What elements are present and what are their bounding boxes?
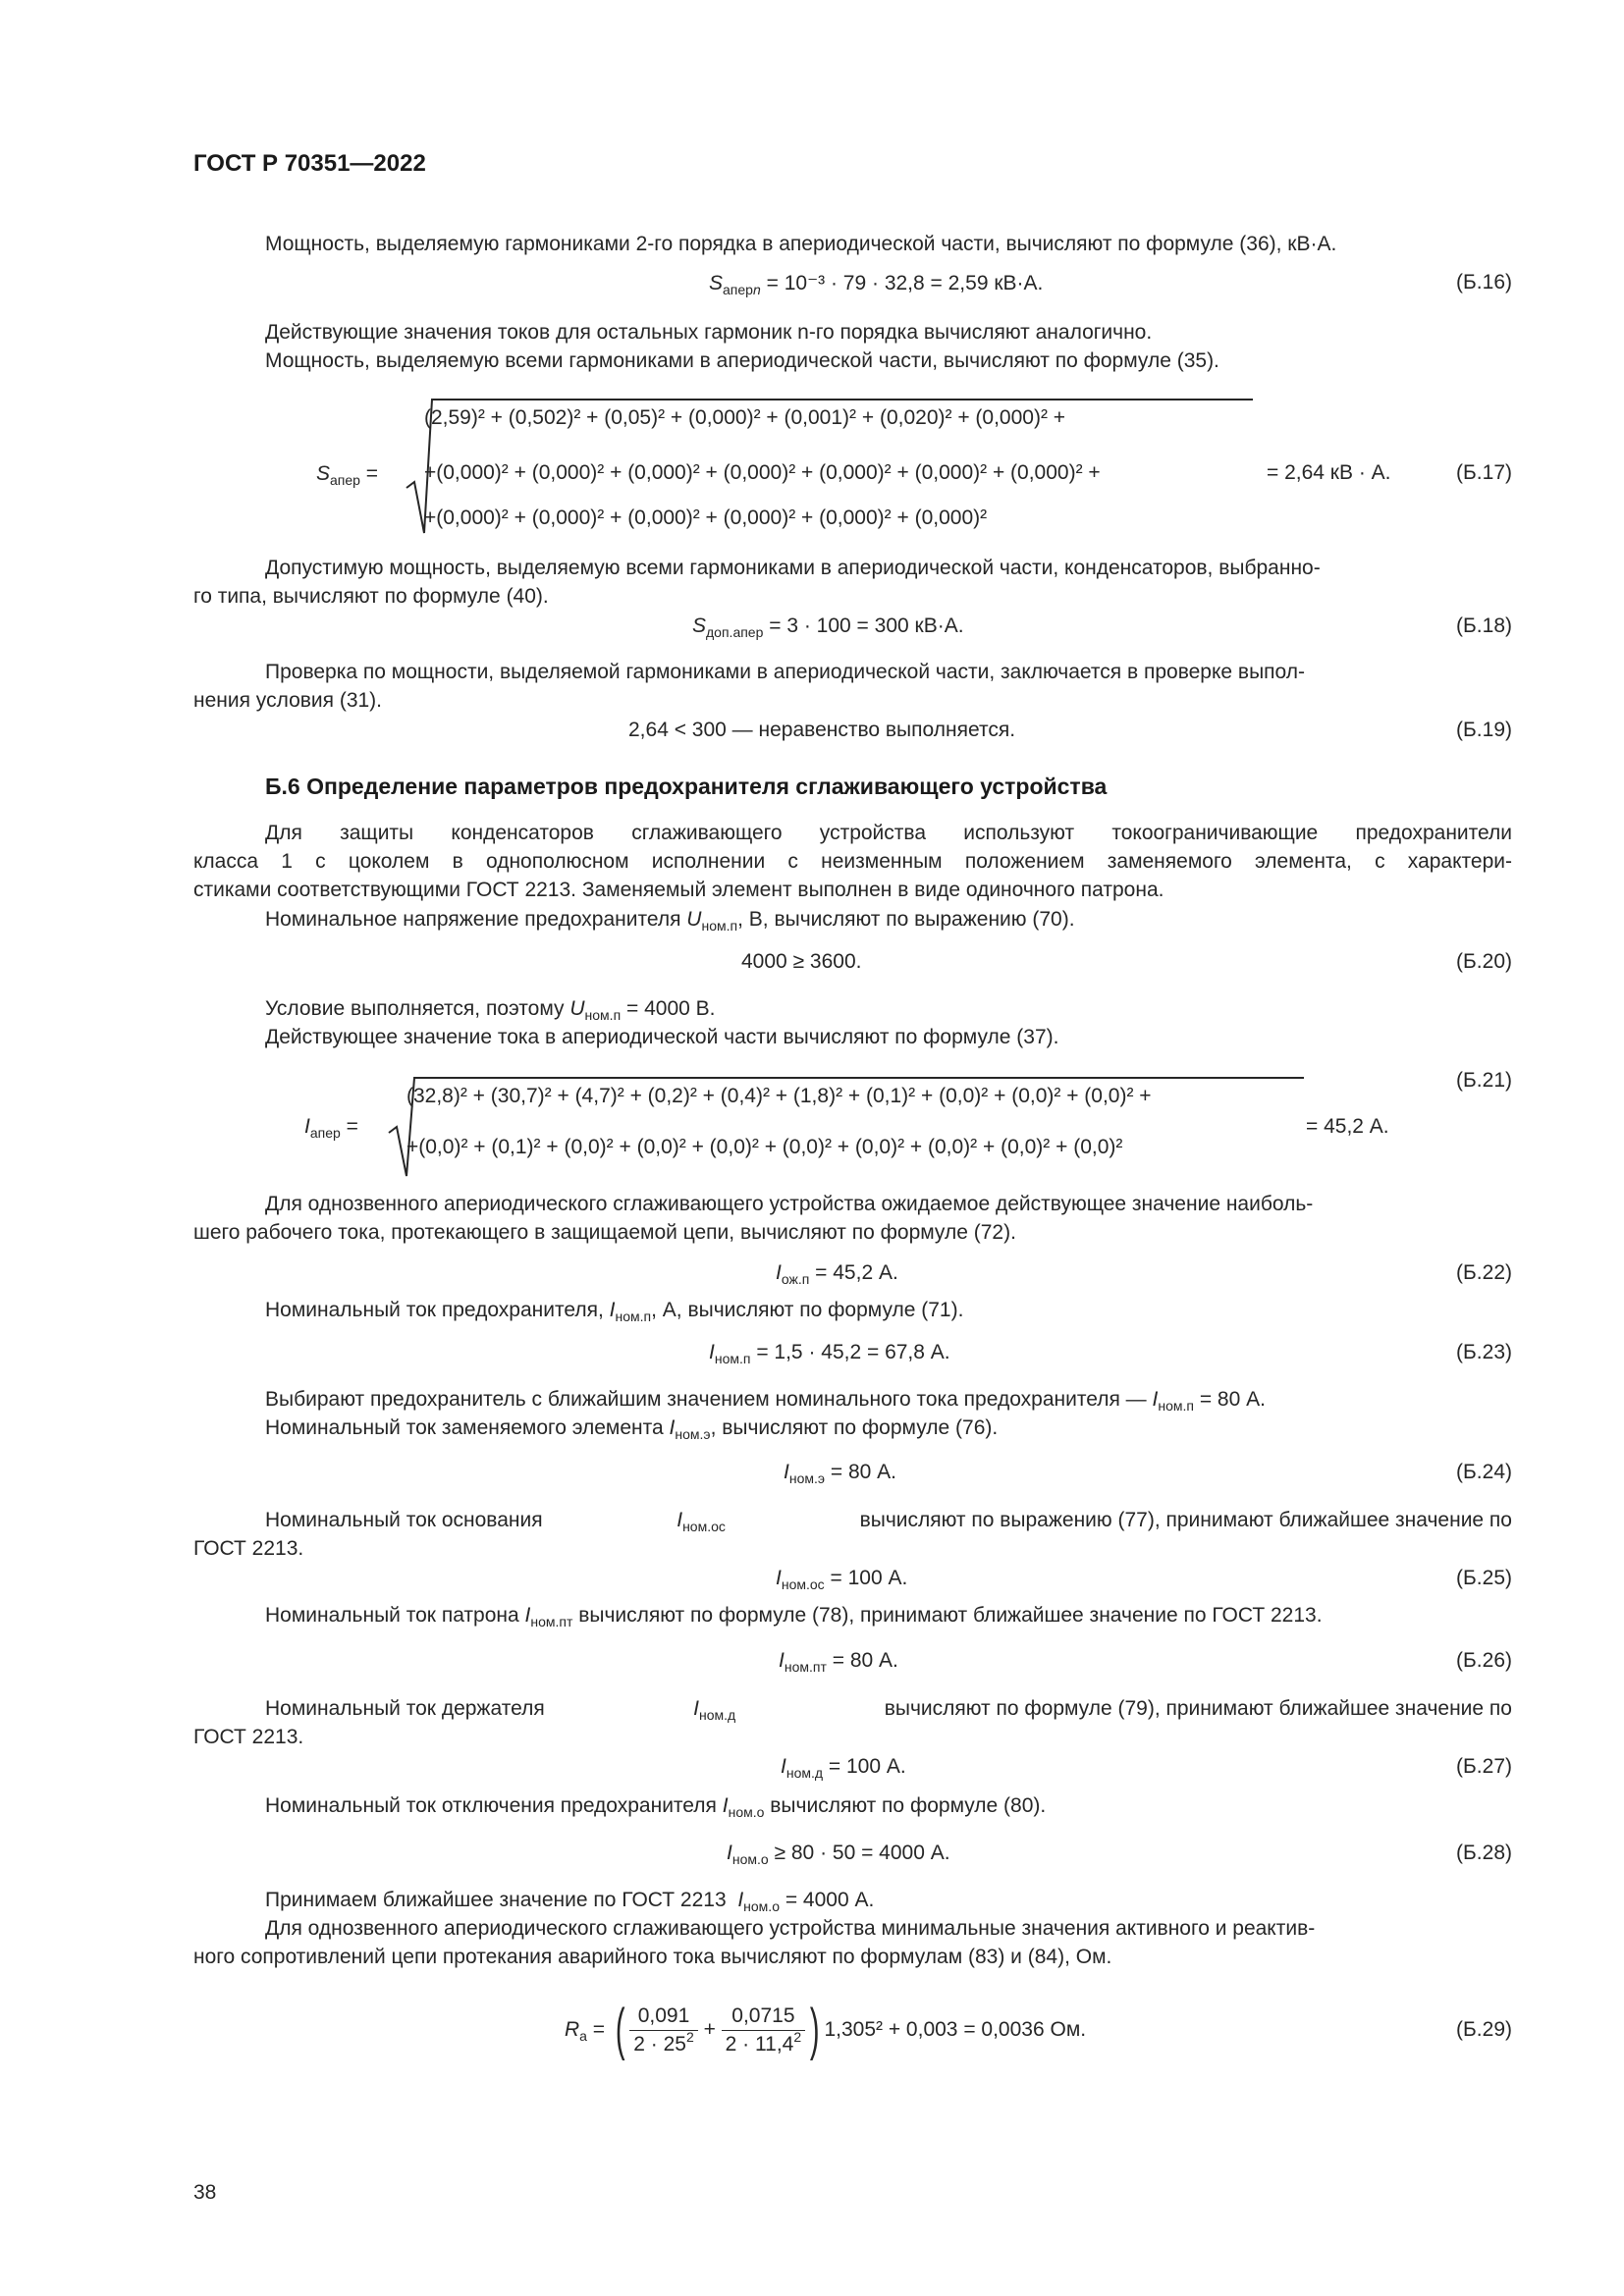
- equation-number: (Б.20): [1456, 950, 1512, 973]
- paragraph: Выбирают предохранитель с ближайшим значением номинального тока предохранителя — $I_{ном.п} = 80$ А.: [265, 1388, 1266, 1414]
- paragraph: Номинальный ток основания $I_{ном.ос}$ вычисляют по выражению (77), принимают ближайшее значение по: [265, 1509, 1512, 1534]
- equation-number: (Б.22): [1456, 1261, 1512, 1284]
- equation-number: (Б.27): [1456, 1755, 1512, 1778]
- formula-b27: $I_{ном.д} = 100$ А.: [781, 1755, 906, 1781]
- paragraph: Номинальное напряжение предохранителя $U_{ном.п}$, В, вычисляют по выражению (70).: [265, 908, 1075, 934]
- equation-number: (Б.21): [1456, 1069, 1512, 1092]
- paragraph: шего рабочего тока, протекающего в защищаемой цепи, вычисляют по формуле (72).: [193, 1221, 1016, 1244]
- equation-number: (Б.16): [1456, 271, 1512, 294]
- paragraph: Мощность, выделяемую гармониками 2-го порядка в апериодической части, вычисляют по формуле (36), кВ·А.: [265, 233, 1337, 255]
- section-heading: Б.6 Определение параметров предохранителя сглаживающего устройства: [265, 774, 1108, 799]
- formula-b18: $S_{доп.апер} = 3 \cdot 100 = 300$ кВ·А.: [692, 614, 964, 640]
- paragraph: стиками соответствующими ГОСТ 2213. Заменяемый элемент выполнен в виде одиночного патрона.: [193, 879, 1164, 901]
- paragraph: Действующее значение тока в апериодической части вычисляют по формуле (37).: [265, 1026, 1059, 1048]
- page-number: 38: [193, 2181, 217, 2204]
- paragraph: Номинальный ток заменяемого элемента $I_{ном.э}$, вычисляют по формуле (76).: [265, 1416, 999, 1442]
- formula-result: = 45,2 А.: [1306, 1115, 1389, 1138]
- radicand-row: +(0,0)² + (0,1)² + (0,0)² + (0,0)² + (0,0)² + (0,0)² + (0,0)² + (0,0)² + (0,0)² + (0,0)²: [406, 1136, 1123, 1158]
- radicand-row: (2,59)² + (0,502)² + (0,05)² + (0,000)² + (0,001)² + (0,020)² + (0,000)² +: [424, 406, 1066, 429]
- formula-b25: $I_{ном.ос} = 100$ А.: [776, 1567, 908, 1592]
- paragraph: Номинальный ток патрона $I_{ном.пт}$ вычисляют по формуле (78), принимают ближайшее значение по ГОСТ 2213.: [265, 1604, 1323, 1629]
- document-header: ГОСТ Р 70351—2022: [193, 150, 426, 177]
- equation-number: (Б.23): [1456, 1341, 1512, 1363]
- equation-number: (Б.18): [1456, 614, 1512, 637]
- formula-b19: 2,64 < 300 — неравенство выполняется.: [628, 719, 1016, 741]
- paragraph: Номинальный ток держателя $I_{ном.д}$ вычисляют по формуле (79), принимают ближайшее значение по: [265, 1697, 1512, 1723]
- paragraph: Для защиты конденсаторов сглаживающего устройства используют токоограничивающие предохранители: [265, 822, 1512, 844]
- formula-b16: $S_{аперn} = 10^{-3} \cdot 79 \cdot 32,8 = 2,59$ кВ·А.: [709, 272, 1044, 297]
- paragraph: нения условия (31).: [193, 689, 383, 712]
- paragraph: ГОСТ 2213.: [193, 1726, 304, 1748]
- radicand-row: +(0,000)² + (0,000)² + (0,000)² + (0,000)² + (0,000)² + (0,000)²: [424, 507, 988, 529]
- paragraph: Условие выполняется, поэтому $U_{ном.п} = 4000$ В.: [265, 997, 716, 1023]
- formula-label: $I_{апер}$ =: [304, 1115, 358, 1141]
- paragraph: Для однозвенного апериодического сглаживающего устройства минимальные значения активного и реактив-: [265, 1917, 1316, 1940]
- paragraph: Номинальный ток предохранителя, $I_{ном.п}$, А, вычисляют по формуле (71).: [265, 1299, 964, 1324]
- radicand-row: (32,8)² + (30,7)² + (4,7)² + (0,2)² + (0,4)² + (1,8)² + (0,1)² + (0,0)² + (0,0)² + (0,0)² +: [406, 1085, 1152, 1107]
- formula-result: = 2,64 кВ · А.: [1267, 461, 1391, 484]
- paragraph: го типа, вычисляют по формуле (40).: [193, 585, 549, 608]
- formula-label: $S_{апер}$ =: [316, 462, 379, 488]
- paragraph: Номинальный ток отключения предохранителя $I_{ном.о}$ вычисляют по формуле (80).: [265, 1794, 1047, 1820]
- paragraph: ного сопротивлений цепи протекания аварийного тока вычисляют по формулам (83) и (84), Ом.: [193, 1946, 1112, 1968]
- formula-b20: 4000 ≥ 3600.: [741, 950, 862, 973]
- radicand-row: +(0,000)² + (0,000)² + (0,000)² + (0,000)² + (0,000)² + (0,000)² + (0,000)² +: [424, 461, 1101, 484]
- formula-b28: $I_{ном.о} \ge 80 \cdot 50 = 4000$ А.: [727, 1842, 950, 1867]
- formula-b22: $I_{ож.п} = 45,2$ А.: [776, 1261, 898, 1287]
- paragraph: Проверка по мощности, выделяемой гармониками в апериодической части, заключается в проверке выпол-: [265, 661, 1306, 683]
- paragraph: Для однозвенного апериодического сглаживающего устройства ожидаемое действующее значение наиболь-: [265, 1193, 1314, 1215]
- equation-number: (Б.29): [1456, 2018, 1512, 2041]
- equation-number: (Б.28): [1456, 1842, 1512, 1864]
- equation-number: (Б.19): [1456, 719, 1512, 741]
- equation-number: (Б.25): [1456, 1567, 1512, 1589]
- equation-number: (Б.26): [1456, 1649, 1512, 1672]
- equation-number: (Б.24): [1456, 1461, 1512, 1483]
- paragraph: класса 1 с цоколем в однополюсном исполнении с неизменным положением заменяемого элемента, с характери-: [193, 850, 1512, 873]
- paragraph: ГОСТ 2213.: [193, 1537, 304, 1560]
- formula-b29: $R_а$ = ( $\frac{0,091}{2 \cdot 25^2}$ + $\frac{0,0715}{2 \cdot 11,4^2}$ ) 1,305² + 0,003 = 0,0036 Ом.: [565, 1998, 1087, 2061]
- formula-b24: $I_{ном.э} = 80$ А.: [784, 1461, 897, 1486]
- paragraph: Действующие значения токов для остальных гармоник n-го порядка вычисляют аналогично.: [265, 321, 1153, 344]
- formula-b23: $I_{ном.п} = 1,5 \cdot 45,2 = 67,8$ А.: [709, 1341, 950, 1366]
- paragraph: Допустимую мощность, выделяемую всеми гармониками в апериодической части, конденсаторов, выбранно-: [265, 557, 1321, 579]
- formula-b26: $I_{ном.пт} = 80$ А.: [779, 1649, 898, 1675]
- equation-number: (Б.17): [1456, 461, 1512, 484]
- paragraph: Мощность, выделяемую всеми гармониками в апериодической части, вычисляют по формуле (35).: [265, 349, 1219, 372]
- paragraph: Принимаем ближайшее значение по ГОСТ 2213 $I_{ном.о} = 4000$ А.: [265, 1889, 875, 1914]
